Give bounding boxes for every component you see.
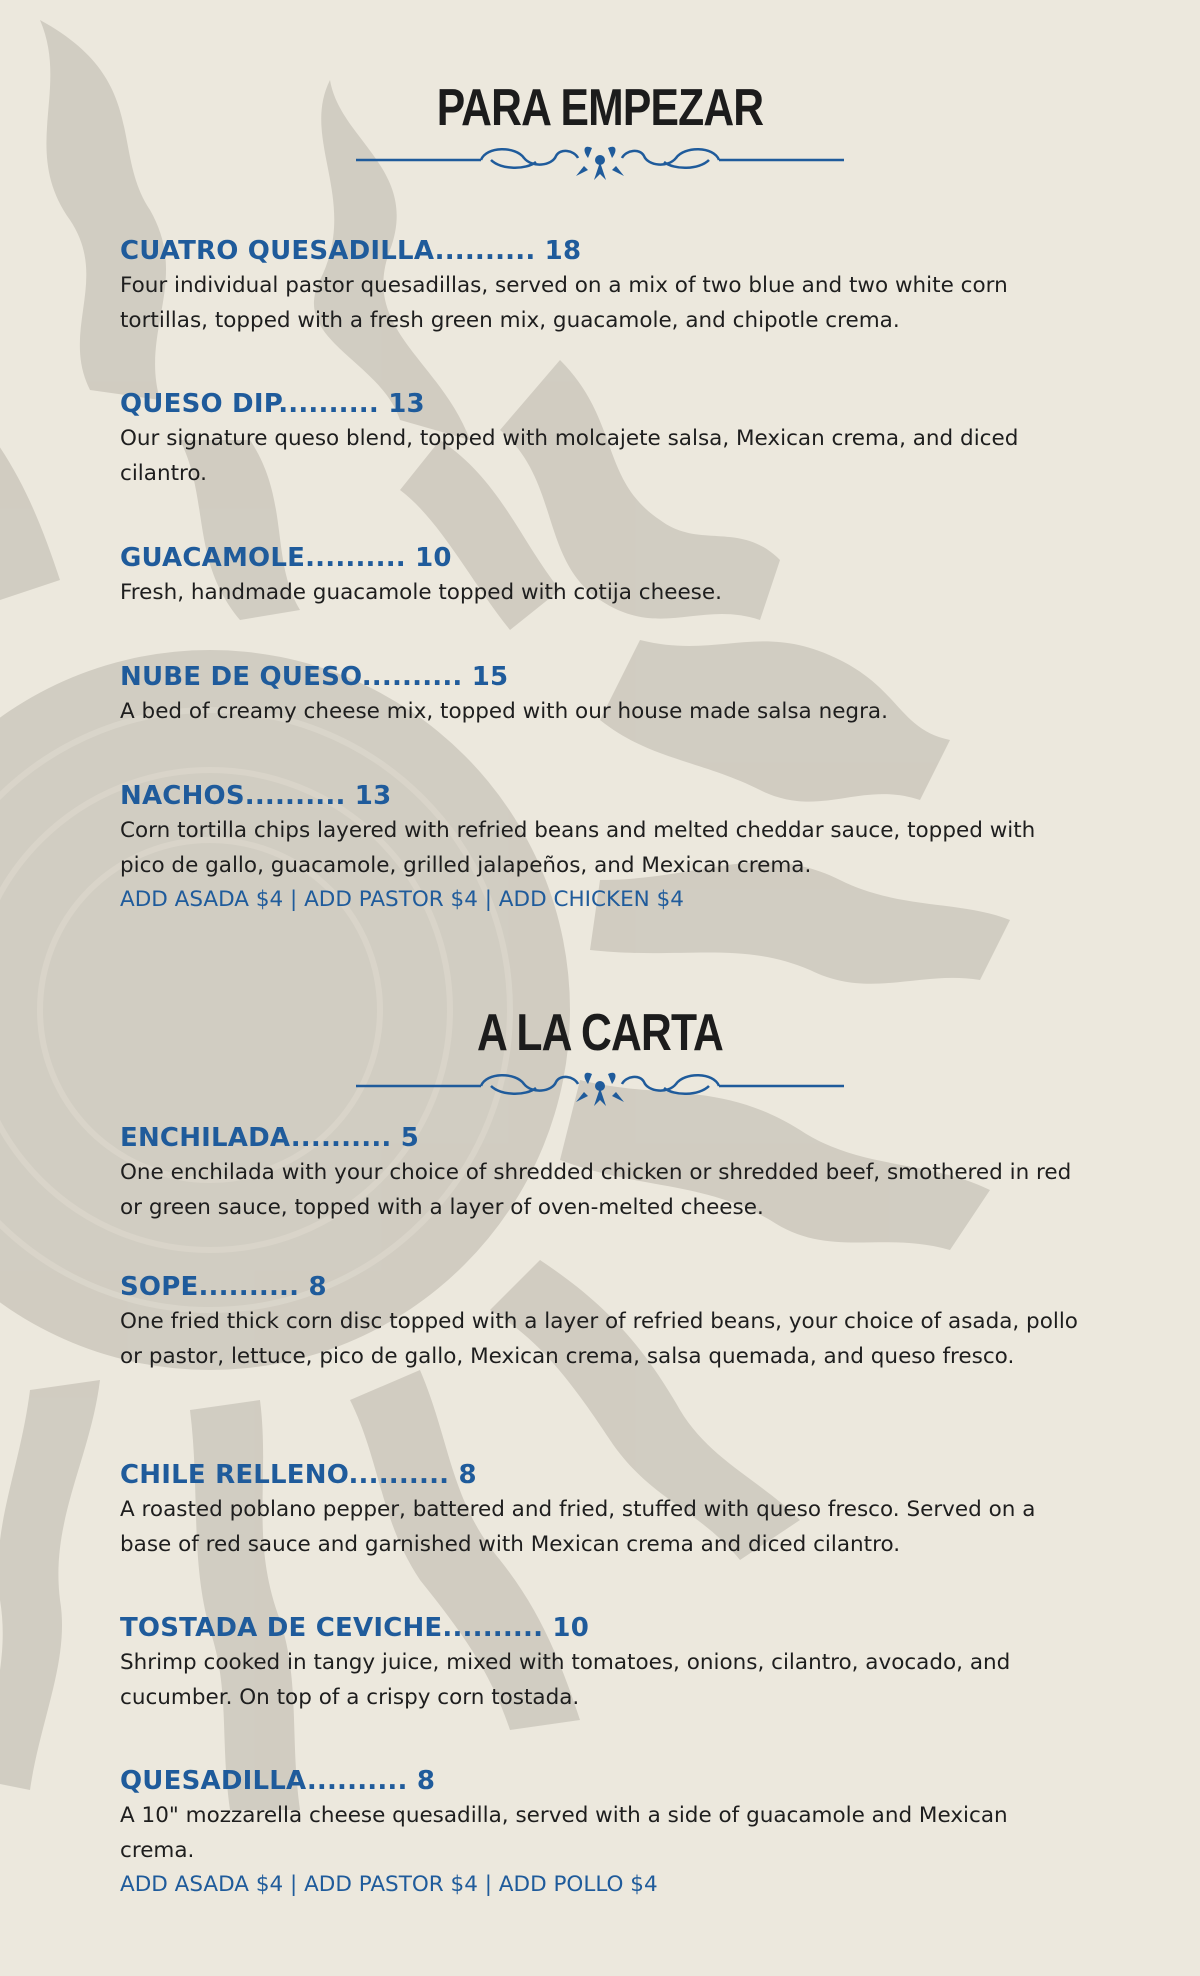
item-description: Four individual pastor quesadillas, served on a mix of two blue and two white corn tortillas, topped with a fresh green mix, guacamole, and chipotle crema.: [120, 273, 1008, 333]
item-name-price: CHILE RELLENO.......... 8: [120, 1460, 477, 1490]
menu-item: [120, 1122, 1080, 1225]
menu-item: [120, 388, 1080, 491]
item-name-price: QUESADILLA.......... 8: [120, 1766, 436, 1796]
item-name-price: CUATRO QUESADILLA.......... 18: [120, 236, 582, 266]
item-name-price: ENCHILADA.......... 5: [120, 1123, 420, 1153]
section-title-para-empezar: PARA EMPEZAR: [436, 79, 764, 137]
menu-item: [120, 1612, 1080, 1715]
item-name-price: TOSTADA DE CEVICHE.......... 10: [120, 1613, 589, 1643]
item-description: Fresh, handmade guacamole topped with cotija cheese.: [120, 580, 722, 605]
item-description: A roasted poblano pepper, battered and fried, stuffed with queso fresco. Served on a base of red sauce and garnished with Mexican crema and diced cilantro.: [120, 1497, 1036, 1557]
item-description: Shrimp cooked in tangy juice, mixed with tomatoes, onions, cilantro, avocado, and cucumber. On top of a crispy corn tostada.: [120, 1650, 1011, 1710]
item-description: One fried thick corn disc topped with a layer of refried beans, your choice of asada, pollo or pastor, lettuce, pico de gallo, Mexican crema, salsa quemada, and queso fresco.: [120, 1309, 1078, 1369]
menu-item: [120, 1271, 1080, 1374]
item-description: Our signature queso blend, topped with molcajete salsa, Mexican crema, and diced cilantro.: [120, 426, 1019, 486]
item-addons: ADD ASADA $4 | ADD PASTOR $4 | ADD CHICKEN $4: [120, 887, 684, 912]
flourish-divider-icon: [356, 140, 844, 184]
item-name-price: NACHOS.......... 13: [120, 781, 392, 811]
menu-item: [120, 1765, 1080, 1902]
item-name-price: GUACAMOLE.......... 10: [120, 543, 452, 573]
item-description: A bed of creamy cheese mix, topped with our house made salsa negra.: [120, 699, 888, 724]
menu-item: [120, 235, 1080, 338]
flourish-divider-icon: [356, 1066, 844, 1110]
menu-item: [120, 542, 1080, 610]
item-name-price: SOPE.......... 8: [120, 1272, 327, 1302]
menu-item: [120, 661, 1080, 729]
item-description: A 10" mozzarella cheese quesadilla, served with a side of guacamole and Mexican crema.: [120, 1803, 1008, 1863]
menu-item: [120, 1459, 1080, 1562]
item-description: Corn tortilla chips layered with refried beans and melted cheddar sauce, topped with pico de gallo, guacamole, grilled jalapeños, and Mexican crema.: [120, 818, 1036, 878]
item-addons: ADD ASADA $4 | ADD PASTOR $4 | ADD POLLO $4: [120, 1872, 658, 1897]
item-name-price: QUESO DIP.......... 13: [120, 389, 425, 419]
menu-item: [120, 780, 1080, 917]
section-title-a-la-carta: A LA CARTA: [476, 1004, 724, 1062]
item-name-price: NUBE DE QUESO.......... 15: [120, 662, 509, 692]
item-description: One enchilada with your choice of shredded chicken or shredded beef, smothered in red or green sauce, topped with a layer of oven-melted cheese.: [120, 1160, 1072, 1220]
